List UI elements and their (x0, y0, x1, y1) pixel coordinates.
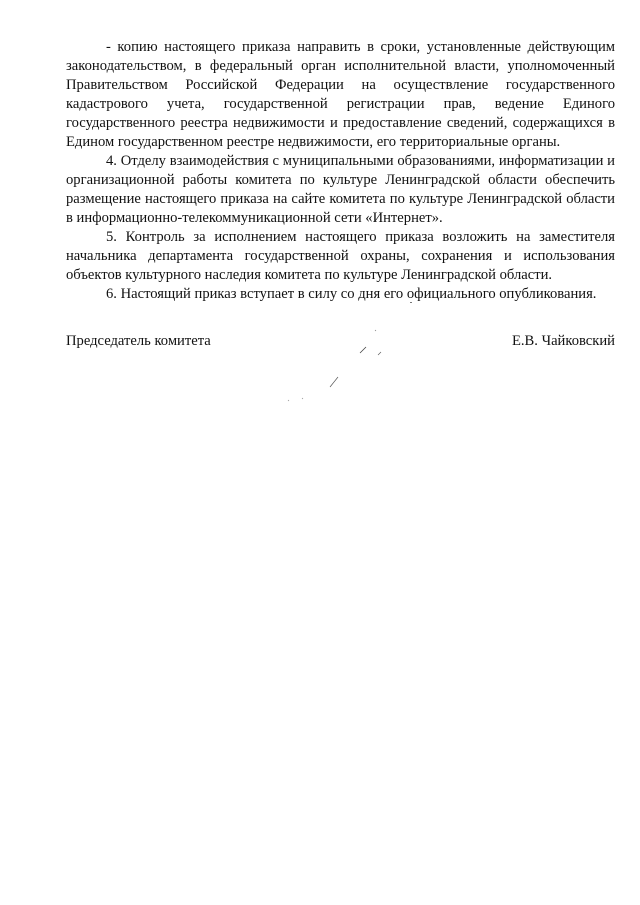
signatory-name: Е.В. Чайковский (511, 333, 615, 349)
paragraph-5-control: 5. Контроль за исполнением настоящего приказа возложить на заместителя начальника департамента государственной охраны, сохранения и использования объектов культурного наследия комитета по культуре Ленинградской области. (66, 229, 615, 283)
paragraph-4-publication: 4. Отделу взаимодействия с муниципальными образованиями, информатизации и организационной работы комитета по культуре Ленинградской области обеспечить размещение настоящего приказа на сайте комитета по культуре Ленинградской области в информационно-телекоммуникационной сети «Интернет». (66, 153, 615, 226)
scan-speck (410, 302, 412, 303)
signatory-position: Председатель комитета (66, 333, 211, 349)
paragraph-6-effective-date: 6. Настоящий приказ вступает в силу со дня его официального опубликования. (106, 286, 597, 302)
document-body (66, 38, 615, 304)
handwritten-signature (280, 325, 400, 405)
paragraph-copy-distribution: - копию настоящего приказа направить в сроки, установленные действующим законодательством, в федеральный орган исполнительной власти, уполномоченный Правительством Российской Федерации на осуществление государственного кадастрового учета, государственной регистрации прав, ведение Единого государственного реестра недвижимости и предоставление сведений, содержащихся в Едином государственном реестре недвижимости, его территориальные органы. (66, 39, 615, 150)
